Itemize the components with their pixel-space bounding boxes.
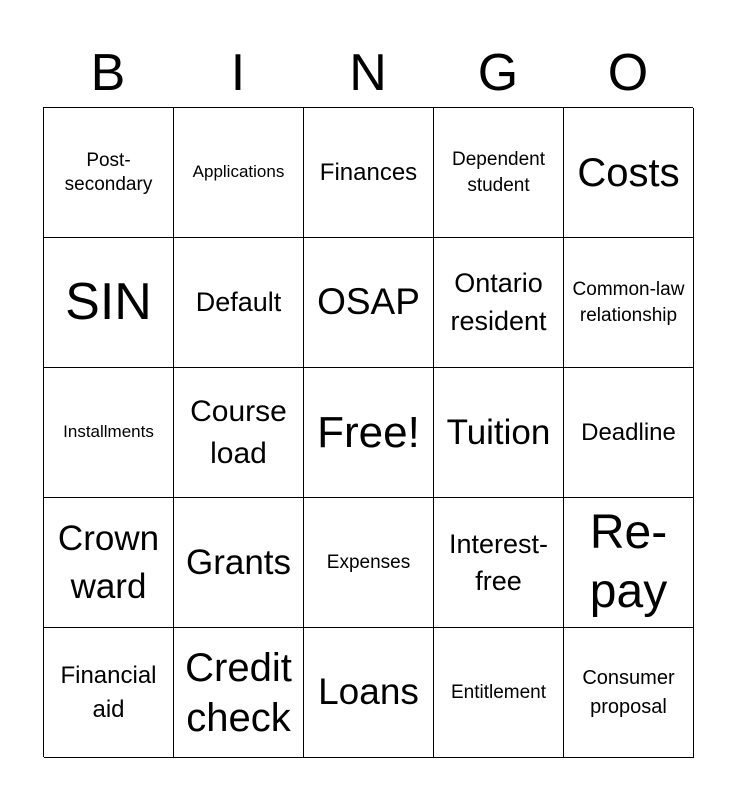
cell-text: Finances bbox=[319, 158, 418, 186]
bingo-cell[interactable] bbox=[304, 108, 434, 238]
bingo-board bbox=[43, 107, 693, 757]
cell-text: Re-pay bbox=[589, 505, 668, 618]
cell-text: Dependent student bbox=[452, 148, 545, 196]
bingo-header bbox=[43, 38, 693, 108]
bingo-cell[interactable] bbox=[174, 108, 304, 238]
bingo-cell[interactable] bbox=[44, 238, 174, 368]
bingo-cell[interactable] bbox=[434, 108, 564, 238]
cell-text: OSAP bbox=[317, 281, 420, 323]
cell-text: Credit check bbox=[185, 645, 292, 740]
cell-text: Ontario resident bbox=[450, 267, 547, 336]
bingo-cell[interactable] bbox=[304, 498, 434, 628]
cell-text: Default bbox=[195, 287, 282, 318]
cell-text: Consumer proposal bbox=[582, 666, 675, 718]
bingo-cell[interactable] bbox=[304, 628, 434, 758]
cell-text: Tuition bbox=[446, 412, 551, 452]
bingo-cell[interactable] bbox=[44, 368, 174, 498]
bingo-cell[interactable] bbox=[434, 628, 564, 758]
header-letter-o: O bbox=[607, 44, 649, 102]
cell-text: Entitlement bbox=[450, 681, 547, 703]
bingo-cell[interactable] bbox=[564, 368, 694, 498]
cell-text: Free! bbox=[317, 407, 420, 457]
bingo-cell[interactable] bbox=[564, 108, 694, 238]
cell-text: Grants bbox=[185, 542, 292, 582]
cell-text: Deadline bbox=[581, 418, 676, 446]
cell-text: Post-secondary bbox=[64, 149, 153, 195]
bingo-cell[interactable] bbox=[174, 238, 304, 368]
bingo-cell[interactable] bbox=[304, 368, 434, 498]
bingo-cell[interactable] bbox=[564, 498, 694, 628]
header-letter-n: N bbox=[349, 44, 387, 102]
header-letter-g: G bbox=[477, 44, 519, 102]
cell-text: Loans bbox=[318, 671, 419, 713]
bingo-cell[interactable] bbox=[434, 498, 564, 628]
bingo-cell[interactable] bbox=[564, 628, 694, 758]
bingo-cell[interactable] bbox=[174, 628, 304, 758]
cell-text: Expenses bbox=[326, 551, 411, 573]
cell-text: Crown ward bbox=[57, 519, 160, 606]
cell-text: Common-law relationship bbox=[572, 279, 685, 326]
cell-text: Course load bbox=[190, 394, 287, 470]
bingo-cell[interactable] bbox=[434, 368, 564, 498]
cell-text: SIN bbox=[65, 273, 152, 332]
cell-text: Financial aid bbox=[60, 661, 157, 723]
bingo-cell[interactable] bbox=[44, 498, 174, 628]
cell-text: Costs bbox=[577, 150, 680, 195]
cell-text: Applications bbox=[192, 162, 285, 182]
bingo-cell[interactable] bbox=[44, 628, 174, 758]
bingo-cell[interactable] bbox=[174, 368, 304, 498]
bingo-cell[interactable] bbox=[564, 238, 694, 368]
bingo-cell[interactable] bbox=[304, 238, 434, 368]
bingo-cell[interactable] bbox=[434, 238, 564, 368]
bingo-cell[interactable] bbox=[44, 108, 174, 238]
cell-text: Installments bbox=[63, 422, 154, 442]
bingo-cell[interactable] bbox=[174, 498, 304, 628]
cell-text: Interest-free bbox=[448, 529, 549, 596]
header-letter-b: B bbox=[90, 44, 126, 102]
header-letter-i: I bbox=[230, 44, 246, 102]
